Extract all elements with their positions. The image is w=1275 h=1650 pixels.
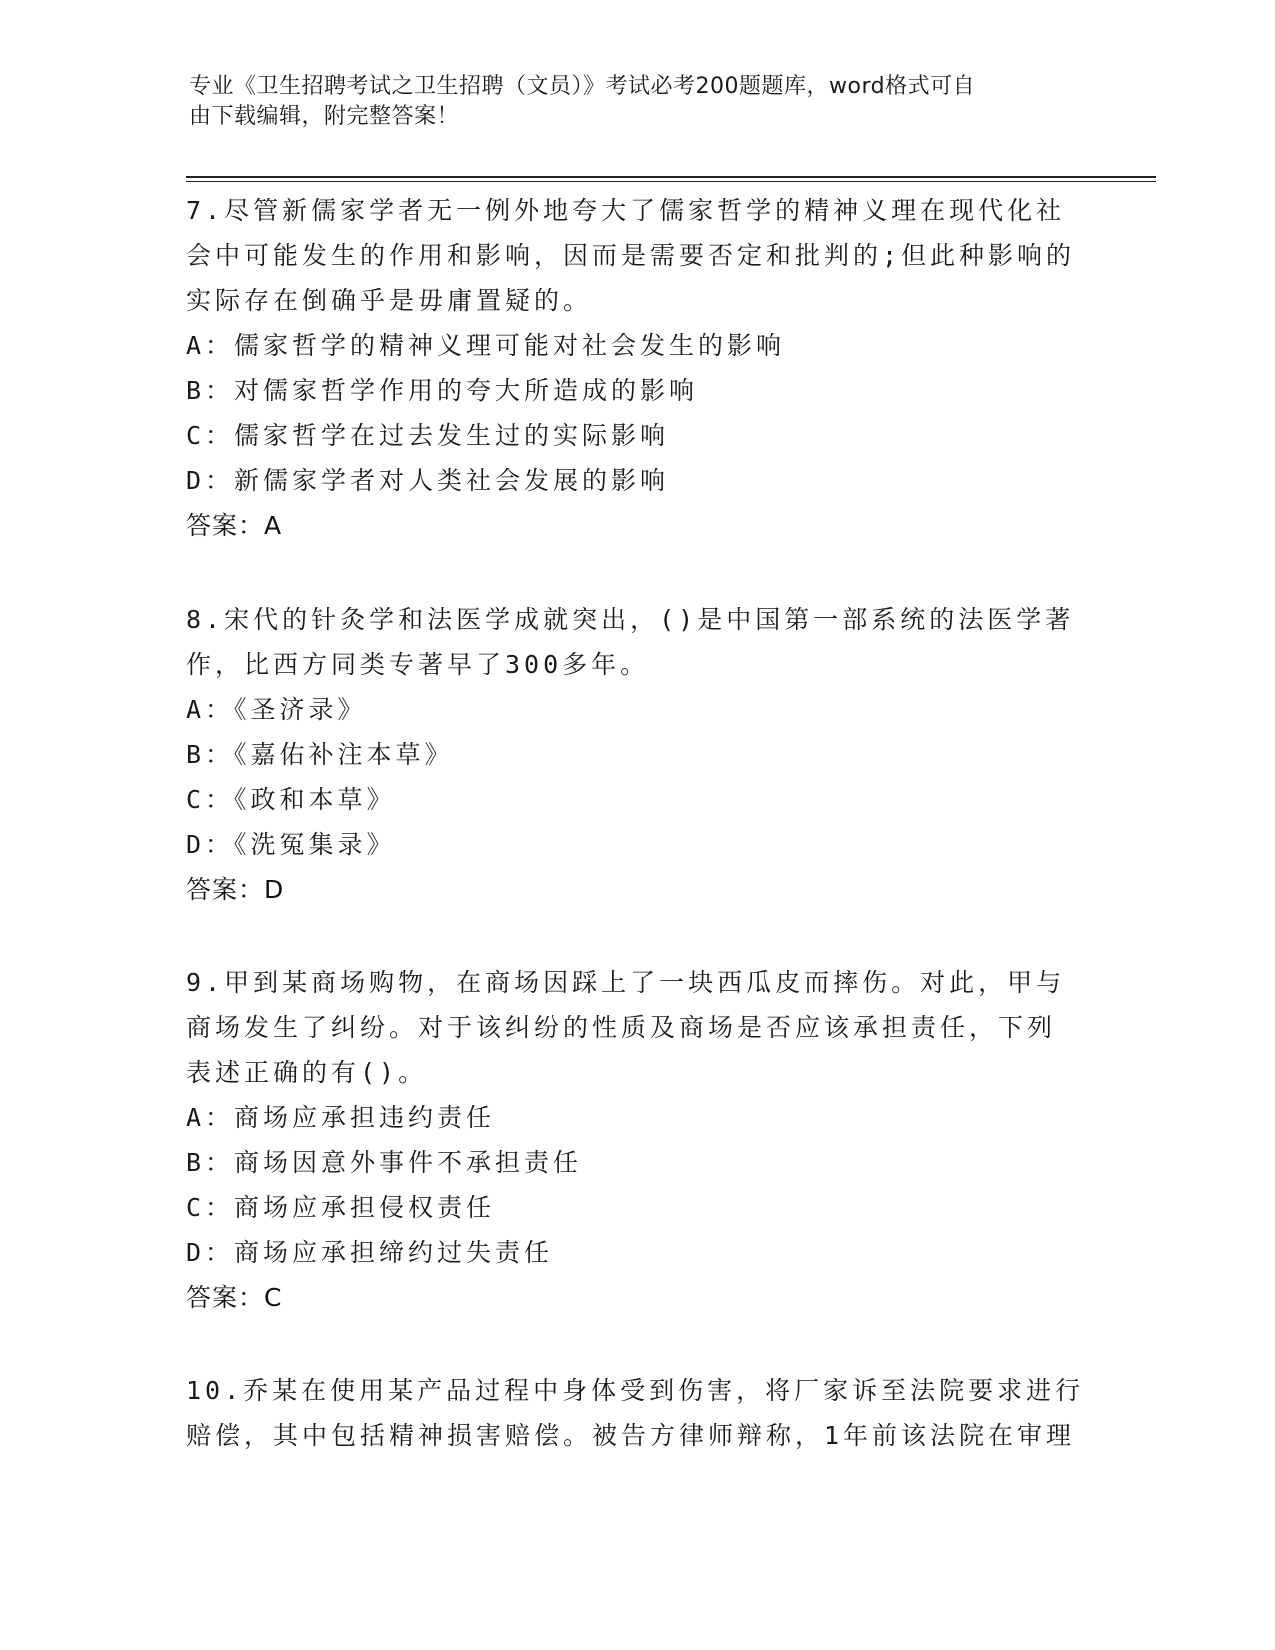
answer-label: 答案： xyxy=(186,1283,265,1312)
question-line: 会中可能发生的作用和影响，因而是需要否定和批判的;但此种影响的 xyxy=(186,241,1076,270)
header-line-1: 专业《卫生招聘考试之卫生招聘（文员）》考试必考200题题库，word格式可自 xyxy=(189,74,976,99)
question-line: 8.宋代的针灸学和法医学成就突出，()是中国第一部系统的法医学著 xyxy=(186,605,1075,634)
option-b: B：商场因意外事件不承担责任 xyxy=(186,1148,583,1177)
answer-line xyxy=(186,503,1086,548)
option-c: C：《政和本草》 xyxy=(186,785,396,814)
option-c: C：商场应承担侵权责任 xyxy=(186,1193,496,1222)
question-line: 9.甲到某商场购物，在商场因踩上了一块西瓜皮而摔伤。对此，甲与 xyxy=(186,968,1066,997)
option-b: B：《嘉佑补注本草》 xyxy=(186,740,454,769)
question-line: 表述正确的有()。 xyxy=(186,1058,428,1087)
answer-label: 答案： xyxy=(186,875,265,904)
question-line: 赔偿，其中包括精神损害赔偿。被告方律师辩称，1年前该法院在审理 xyxy=(186,1421,1076,1450)
question-9 xyxy=(186,960,1086,1320)
option-a: A：商场应承担违约责任 xyxy=(186,1103,496,1132)
answer-value: C xyxy=(264,1283,283,1312)
option-d: D：商场应承担缔约过失责任 xyxy=(186,1238,554,1267)
option-d: D：《洗冤集录》 xyxy=(186,830,396,859)
question-7 xyxy=(186,188,1086,548)
answer-line xyxy=(186,1275,1086,1320)
question-line: 作，比西方同类专著早了300多年。 xyxy=(186,650,650,679)
option-a: A：《圣济录》 xyxy=(186,695,367,724)
question-line: 商场发生了纠纷。对于该纠纷的性质及商场是否应该承担责任，下列 xyxy=(186,1013,1057,1042)
answer-line xyxy=(186,867,1086,912)
option-c: C：儒家哲学在过去发生过的实际影响 xyxy=(186,421,670,450)
option-d: D：新儒家学者对人类社会发展的影响 xyxy=(186,466,670,495)
header-divider-thin xyxy=(186,181,1156,182)
header-line-2: 由下载编辑，附完整答案！ xyxy=(189,104,460,129)
option-a: A：儒家哲学的精神义理可能对社会发生的影响 xyxy=(186,331,786,360)
question-line: 10.乔某在使用某产品过程中身体受到伤害，将厂家诉至法院要求进行 xyxy=(186,1376,1085,1405)
answer-value: D xyxy=(264,875,285,904)
answer-label: 答案： xyxy=(186,511,265,540)
question-10 xyxy=(186,1368,1086,1458)
header-divider xyxy=(186,176,1156,178)
question-8 xyxy=(186,597,1086,912)
answer-value: A xyxy=(264,511,283,540)
question-line: 实际存在倒确乎是毋庸置疑的。 xyxy=(186,286,593,315)
question-line: 7.尽管新儒家学者无一例外地夸大了儒家哲学的精神义理在现代化社 xyxy=(186,196,1066,225)
document-header xyxy=(189,72,1069,132)
option-b: B：对儒家哲学作用的夸大所造成的影响 xyxy=(186,376,699,405)
